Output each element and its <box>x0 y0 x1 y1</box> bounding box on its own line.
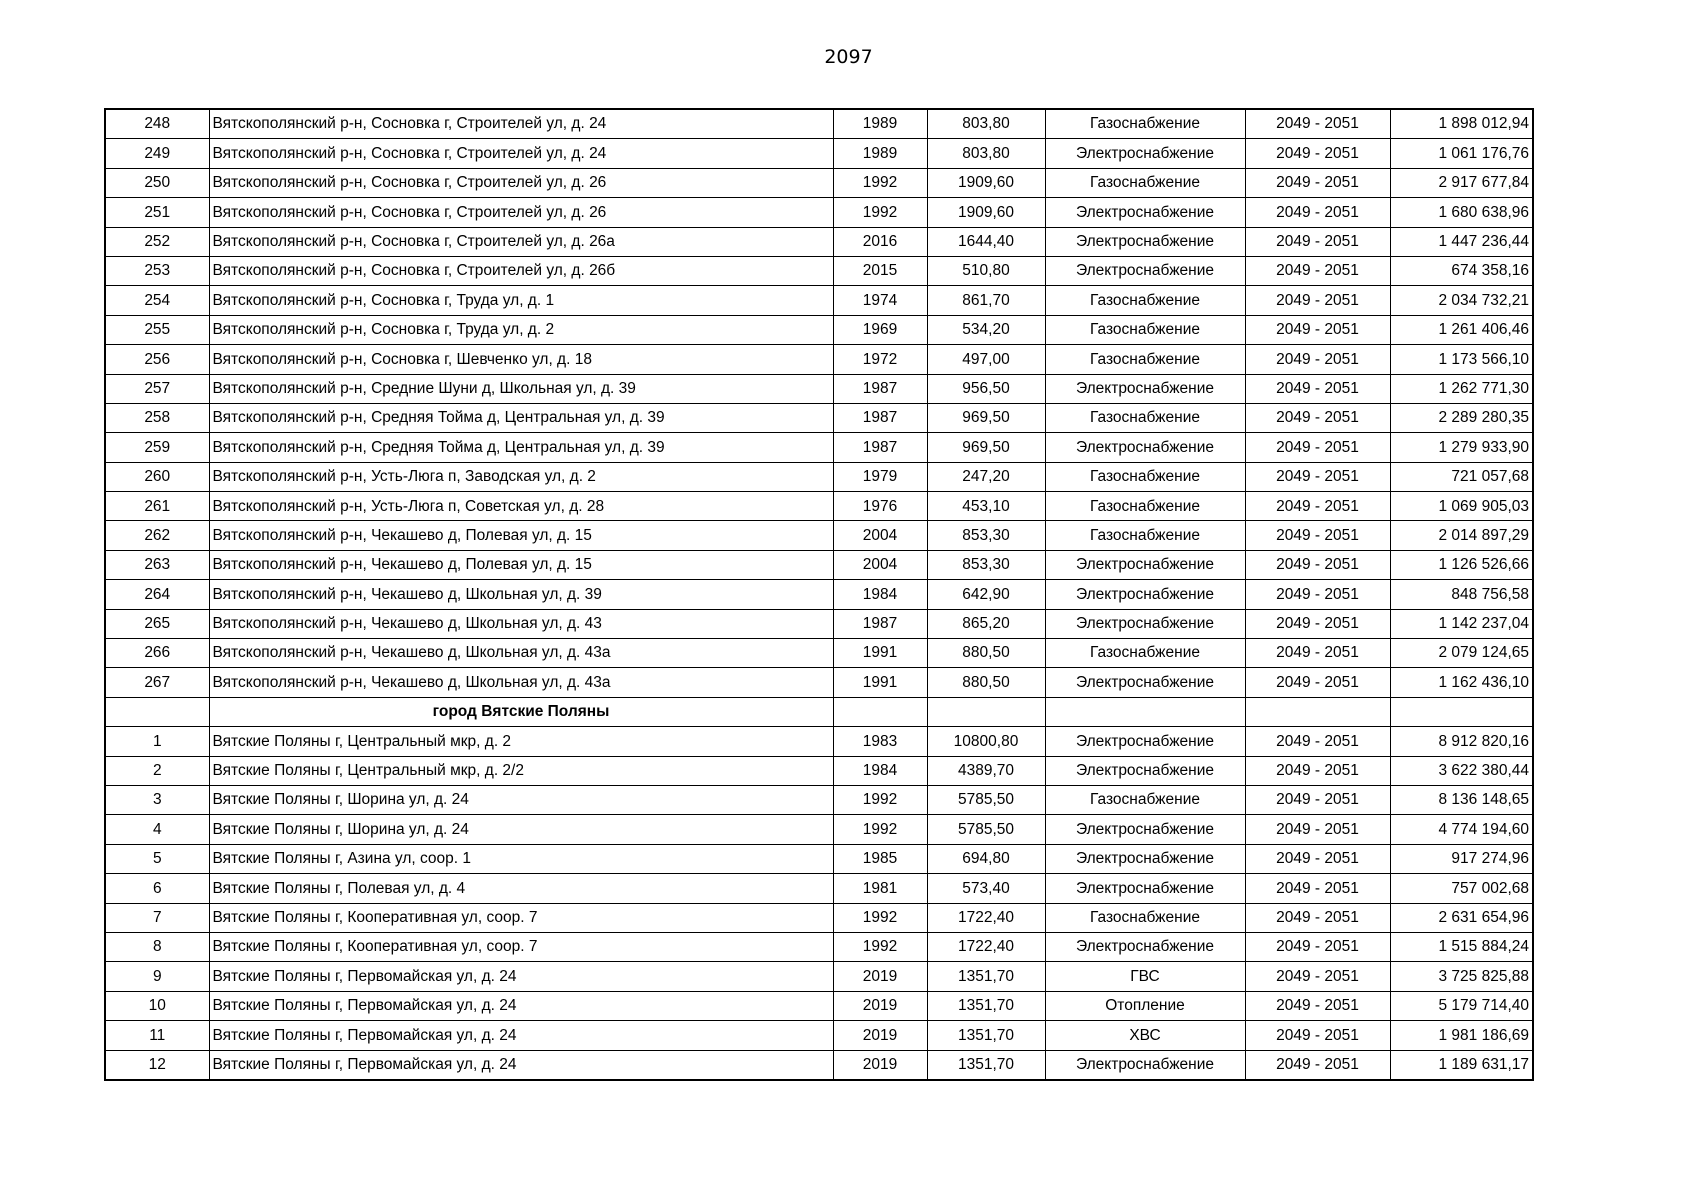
cost-cell: 1 061 176,76 <box>1390 139 1533 168</box>
year-cell: 1969 <box>833 315 927 344</box>
cost-cell: 674 358,16 <box>1390 256 1533 285</box>
row-number-cell: 12 <box>105 1050 209 1080</box>
table-row <box>105 550 1533 579</box>
service-type-cell: Газоснабжение <box>1045 903 1245 932</box>
year-cell: 1991 <box>833 639 927 668</box>
area-cell: 803,80 <box>927 139 1045 168</box>
year-cell: 1984 <box>833 580 927 609</box>
service-type-cell: Электроснабжение <box>1045 609 1245 638</box>
table-row <box>105 756 1533 785</box>
table-row <box>105 815 1533 844</box>
row-number-cell: 8 <box>105 932 209 961</box>
table-row <box>105 785 1533 814</box>
table-row <box>105 109 1533 139</box>
row-number-cell: 267 <box>105 668 209 697</box>
area-cell: 573,40 <box>927 874 1045 903</box>
cost-cell: 1 261 406,46 <box>1390 315 1533 344</box>
year-cell: 1987 <box>833 403 927 432</box>
row-number-cell: 6 <box>105 874 209 903</box>
service-type-cell: Электроснабжение <box>1045 756 1245 785</box>
area-cell: 803,80 <box>927 109 1045 139</box>
area-cell: 861,70 <box>927 286 1045 315</box>
row-number-cell: 248 <box>105 109 209 139</box>
address-cell: Вятские Поляны г, Шорина ул, д. 24 <box>209 815 833 844</box>
service-type-cell: Газоснабжение <box>1045 345 1245 374</box>
cost-cell: 721 057,68 <box>1390 462 1533 491</box>
cost-cell: 848 756,58 <box>1390 580 1533 609</box>
cost-cell: 1 142 237,04 <box>1390 609 1533 638</box>
period-cell: 2049 - 2051 <box>1245 962 1390 991</box>
table-row <box>105 139 1533 168</box>
table-row <box>105 286 1533 315</box>
row-number-cell: 1 <box>105 727 209 756</box>
period-cell: 2049 - 2051 <box>1245 345 1390 374</box>
row-number-cell: 251 <box>105 198 209 227</box>
area-cell: 969,50 <box>927 433 1045 462</box>
table-row <box>105 1021 1533 1050</box>
service-type-cell: Электроснабжение <box>1045 932 1245 961</box>
area-cell: 247,20 <box>927 462 1045 491</box>
service-type-cell: Газоснабжение <box>1045 109 1245 139</box>
cost-cell: 1 189 631,17 <box>1390 1050 1533 1080</box>
service-type-cell: Электроснабжение <box>1045 727 1245 756</box>
service-type-cell: Электроснабжение <box>1045 580 1245 609</box>
table-row <box>105 639 1533 668</box>
service-type-cell: Электроснабжение <box>1045 374 1245 403</box>
period-cell: 2049 - 2051 <box>1245 1050 1390 1080</box>
period-cell: 2049 - 2051 <box>1245 874 1390 903</box>
area-cell: 880,50 <box>927 639 1045 668</box>
period-cell: 2049 - 2051 <box>1245 521 1390 550</box>
section-header-row <box>105 697 1533 726</box>
area-cell: 694,80 <box>927 844 1045 873</box>
address-cell: Вятскополянский р-н, Сосновка г, Труда ул, д. 2 <box>209 315 833 344</box>
row-number-cell: 11 <box>105 1021 209 1050</box>
period-cell: 2049 - 2051 <box>1245 227 1390 256</box>
address-cell: Вятскополянский р-н, Сосновка г, Труда ул, д. 1 <box>209 286 833 315</box>
table-row <box>105 521 1533 550</box>
service-type-cell: Отопление <box>1045 991 1245 1020</box>
address-cell: Вятскополянский р-н, Средние Шуни д, Школьная ул, д. 39 <box>209 374 833 403</box>
address-cell: Вятскополянский р-н, Чекашево д, Школьная ул, д. 43а <box>209 668 833 697</box>
area-cell: 1644,40 <box>927 227 1045 256</box>
address-cell: Вятскополянский р-н, Сосновка г, Строителей ул, д. 26 <box>209 168 833 197</box>
table-row <box>105 403 1533 432</box>
cost-cell: 1 069 905,03 <box>1390 492 1533 521</box>
row-number-cell: 261 <box>105 492 209 521</box>
address-cell: Вятские Поляны г, Кооперативная ул, соор. 7 <box>209 903 833 932</box>
row-number-cell: 5 <box>105 844 209 873</box>
period-cell: 2049 - 2051 <box>1245 168 1390 197</box>
table-row <box>105 168 1533 197</box>
service-type-cell: Газоснабжение <box>1045 315 1245 344</box>
address-cell: Вятские Поляны г, Полевая ул, д. 4 <box>209 874 833 903</box>
year-cell: 1983 <box>833 727 927 756</box>
year-cell: 1987 <box>833 609 927 638</box>
period-cell: 2049 - 2051 <box>1245 256 1390 285</box>
address-cell: Вятскополянский р-н, Сосновка г, Строителей ул, д. 24 <box>209 139 833 168</box>
year-cell: 1987 <box>833 374 927 403</box>
service-type-cell: Электроснабжение <box>1045 198 1245 227</box>
year-cell: 1981 <box>833 874 927 903</box>
table-row <box>105 374 1533 403</box>
row-number-cell: 7 <box>105 903 209 932</box>
period-cell: 2049 - 2051 <box>1245 668 1390 697</box>
period-cell: 2049 - 2051 <box>1245 844 1390 873</box>
cost-cell: 1 279 933,90 <box>1390 433 1533 462</box>
table-row <box>105 962 1533 991</box>
service-type-cell: Газоснабжение <box>1045 785 1245 814</box>
service-type-cell: Электроснабжение <box>1045 874 1245 903</box>
cost-cell: 3 725 825,88 <box>1390 962 1533 991</box>
period-cell: 2049 - 2051 <box>1245 1021 1390 1050</box>
period-cell: 2049 - 2051 <box>1245 903 1390 932</box>
row-number-cell: 262 <box>105 521 209 550</box>
row-number-cell <box>105 697 209 726</box>
address-cell: Вятские Поляны г, Центральный мкр, д. 2 <box>209 727 833 756</box>
period-cell: 2049 - 2051 <box>1245 756 1390 785</box>
row-number-cell: 259 <box>105 433 209 462</box>
area-cell: 1909,60 <box>927 168 1045 197</box>
period-cell: 2049 - 2051 <box>1245 109 1390 139</box>
area-cell: 1351,70 <box>927 1050 1045 1080</box>
period-cell: 2049 - 2051 <box>1245 785 1390 814</box>
period-cell: 2049 - 2051 <box>1245 932 1390 961</box>
row-number-cell: 249 <box>105 139 209 168</box>
address-cell: Вятскополянский р-н, Чекашево д, Школьная ул, д. 43 <box>209 609 833 638</box>
row-number-cell: 4 <box>105 815 209 844</box>
cost-cell <box>1390 697 1533 726</box>
area-cell: 5785,50 <box>927 785 1045 814</box>
service-type-cell: ГВС <box>1045 962 1245 991</box>
cost-cell: 917 274,96 <box>1390 844 1533 873</box>
year-cell: 1984 <box>833 756 927 785</box>
area-cell: 10800,80 <box>927 727 1045 756</box>
area-cell: 4389,70 <box>927 756 1045 785</box>
row-number-cell: 254 <box>105 286 209 315</box>
address-cell: Вятскополянский р-н, Сосновка г, Шевченко ул, д. 18 <box>209 345 833 374</box>
year-cell: 1979 <box>833 462 927 491</box>
row-number-cell: 256 <box>105 345 209 374</box>
year-cell: 2016 <box>833 227 927 256</box>
cost-cell: 1 680 638,96 <box>1390 198 1533 227</box>
table-row <box>105 844 1533 873</box>
cost-cell: 4 774 194,60 <box>1390 815 1533 844</box>
row-number-cell: 266 <box>105 639 209 668</box>
table-row <box>105 227 1533 256</box>
cost-cell: 2 079 124,65 <box>1390 639 1533 668</box>
address-cell: Вятские Поляны г, Первомайская ул, д. 24 <box>209 1050 833 1080</box>
year-cell: 1987 <box>833 433 927 462</box>
table-row <box>105 345 1533 374</box>
service-type-cell: Электроснабжение <box>1045 256 1245 285</box>
row-number-cell: 2 <box>105 756 209 785</box>
year-cell: 1992 <box>833 815 927 844</box>
row-number-cell: 3 <box>105 785 209 814</box>
area-cell: 1722,40 <box>927 903 1045 932</box>
cost-cell: 1 981 186,69 <box>1390 1021 1533 1050</box>
cost-cell: 2 289 280,35 <box>1390 403 1533 432</box>
row-number-cell: 10 <box>105 991 209 1020</box>
address-cell: Вятскополянский р-н, Сосновка г, Строителей ул, д. 26 <box>209 198 833 227</box>
period-cell: 2049 - 2051 <box>1245 492 1390 521</box>
row-number-cell: 264 <box>105 580 209 609</box>
address-cell: Вятские Поляны г, Шорина ул, д. 24 <box>209 785 833 814</box>
year-cell: 2019 <box>833 991 927 1020</box>
row-number-cell: 258 <box>105 403 209 432</box>
period-cell <box>1245 697 1390 726</box>
period-cell: 2049 - 2051 <box>1245 727 1390 756</box>
year-cell: 1972 <box>833 345 927 374</box>
address-cell: Вятские Поляны г, Первомайская ул, д. 24 <box>209 962 833 991</box>
year-cell: 1976 <box>833 492 927 521</box>
table-row <box>105 991 1533 1020</box>
service-type-cell: Электроснабжение <box>1045 433 1245 462</box>
period-cell: 2049 - 2051 <box>1245 991 1390 1020</box>
row-number-cell: 250 <box>105 168 209 197</box>
table-row <box>105 256 1533 285</box>
section-title: город Вятские Поляны <box>209 697 833 726</box>
cost-cell: 2 917 677,84 <box>1390 168 1533 197</box>
year-cell: 1992 <box>833 785 927 814</box>
address-cell: Вятские Поляны г, Центральный мкр, д. 2/2 <box>209 756 833 785</box>
cost-cell: 2 034 732,21 <box>1390 286 1533 315</box>
service-type-cell: Электроснабжение <box>1045 227 1245 256</box>
cost-cell: 2 014 897,29 <box>1390 521 1533 550</box>
year-cell: 1992 <box>833 198 927 227</box>
cost-cell: 1 262 771,30 <box>1390 374 1533 403</box>
service-type-cell: Газоснабжение <box>1045 492 1245 521</box>
year-cell: 2015 <box>833 256 927 285</box>
address-cell: Вятскополянский р-н, Усть-Люга п, Советская ул, д. 28 <box>209 492 833 521</box>
year-cell: 1989 <box>833 139 927 168</box>
table-row <box>105 315 1533 344</box>
row-number-cell: 260 <box>105 462 209 491</box>
cost-cell: 1 162 436,10 <box>1390 668 1533 697</box>
area-cell: 1351,70 <box>927 1021 1045 1050</box>
year-cell: 1991 <box>833 668 927 697</box>
area-cell: 853,30 <box>927 550 1045 579</box>
table-row <box>105 668 1533 697</box>
address-cell: Вятскополянский р-н, Чекашево д, Школьная ул, д. 43а <box>209 639 833 668</box>
table-row <box>105 580 1533 609</box>
cost-cell: 1 447 236,44 <box>1390 227 1533 256</box>
area-cell: 1722,40 <box>927 932 1045 961</box>
period-cell: 2049 - 2051 <box>1245 639 1390 668</box>
address-cell: Вятскополянский р-н, Усть-Люга п, Заводская ул, д. 2 <box>209 462 833 491</box>
table-row <box>105 727 1533 756</box>
area-cell: 1909,60 <box>927 198 1045 227</box>
period-cell: 2049 - 2051 <box>1245 286 1390 315</box>
table-row <box>105 903 1533 932</box>
table-row <box>105 462 1533 491</box>
area-cell: 956,50 <box>927 374 1045 403</box>
table-row <box>105 932 1533 961</box>
cost-cell: 1 515 884,24 <box>1390 932 1533 961</box>
year-cell: 2004 <box>833 521 927 550</box>
service-type-cell: Газоснабжение <box>1045 286 1245 315</box>
period-cell: 2049 - 2051 <box>1245 403 1390 432</box>
year-cell: 1992 <box>833 168 927 197</box>
row-number-cell: 265 <box>105 609 209 638</box>
year-cell: 1974 <box>833 286 927 315</box>
year-cell: 2019 <box>833 962 927 991</box>
table-row <box>105 433 1533 462</box>
table-row <box>105 492 1533 521</box>
cost-cell: 3 622 380,44 <box>1390 756 1533 785</box>
table-row <box>105 874 1533 903</box>
address-cell: Вятскополянский р-н, Средняя Тойма д, Центральная ул, д. 39 <box>209 403 833 432</box>
period-cell: 2049 - 2051 <box>1245 315 1390 344</box>
repair-schedule-table <box>104 108 1534 1081</box>
year-cell: 1992 <box>833 903 927 932</box>
service-type-cell: Электроснабжение <box>1045 1050 1245 1080</box>
period-cell: 2049 - 2051 <box>1245 580 1390 609</box>
year-cell: 1992 <box>833 932 927 961</box>
period-cell: 2049 - 2051 <box>1245 139 1390 168</box>
table-row <box>105 198 1533 227</box>
table-row <box>105 609 1533 638</box>
row-number-cell: 253 <box>105 256 209 285</box>
address-cell: Вятскополянский р-н, Чекашево д, Полевая ул, д. 15 <box>209 550 833 579</box>
page-number: 2097 <box>824 46 873 68</box>
area-cell: 865,20 <box>927 609 1045 638</box>
address-cell: Вятскополянский р-н, Чекашево д, Школьная ул, д. 39 <box>209 580 833 609</box>
cost-cell: 757 002,68 <box>1390 874 1533 903</box>
row-number-cell: 255 <box>105 315 209 344</box>
period-cell: 2049 - 2051 <box>1245 198 1390 227</box>
service-type-cell: Газоснабжение <box>1045 168 1245 197</box>
cost-cell: 1 898 012,94 <box>1390 109 1533 139</box>
service-type-cell: ХВС <box>1045 1021 1245 1050</box>
year-cell: 1989 <box>833 109 927 139</box>
year-cell <box>833 697 927 726</box>
cost-cell: 5 179 714,40 <box>1390 991 1533 1020</box>
period-cell: 2049 - 2051 <box>1245 433 1390 462</box>
service-type-cell: Газоснабжение <box>1045 403 1245 432</box>
service-type-cell: Электроснабжение <box>1045 844 1245 873</box>
row-number-cell: 257 <box>105 374 209 403</box>
area-cell <box>927 697 1045 726</box>
period-cell: 2049 - 2051 <box>1245 609 1390 638</box>
service-type-cell: Электроснабжение <box>1045 550 1245 579</box>
cost-cell: 2 631 654,96 <box>1390 903 1533 932</box>
address-cell: Вятскополянский р-н, Сосновка г, Строителей ул, д. 26а <box>209 227 833 256</box>
service-type-cell: Электроснабжение <box>1045 139 1245 168</box>
period-cell: 2049 - 2051 <box>1245 550 1390 579</box>
area-cell: 534,20 <box>927 315 1045 344</box>
service-type-cell: Газоснабжение <box>1045 639 1245 668</box>
address-cell: Вятские Поляны г, Азина ул, соор. 1 <box>209 844 833 873</box>
period-cell: 2049 - 2051 <box>1245 374 1390 403</box>
area-cell: 453,10 <box>927 492 1045 521</box>
cost-cell: 1 126 526,66 <box>1390 550 1533 579</box>
year-cell: 2004 <box>833 550 927 579</box>
service-type-cell: Электроснабжение <box>1045 668 1245 697</box>
address-cell: Вятские Поляны г, Первомайская ул, д. 24 <box>209 991 833 1020</box>
row-number-cell: 252 <box>105 227 209 256</box>
area-cell: 1351,70 <box>927 962 1045 991</box>
cost-cell: 8 136 148,65 <box>1390 785 1533 814</box>
address-cell: Вятскополянский р-н, Средняя Тойма д, Центральная ул, д. 39 <box>209 433 833 462</box>
address-cell: Вятскополянский р-н, Сосновка г, Строителей ул, д. 26б <box>209 256 833 285</box>
service-type-cell: Газоснабжение <box>1045 462 1245 491</box>
period-cell: 2049 - 2051 <box>1245 462 1390 491</box>
area-cell: 497,00 <box>927 345 1045 374</box>
table-row <box>105 1050 1533 1080</box>
service-type-cell <box>1045 697 1245 726</box>
year-cell: 2019 <box>833 1021 927 1050</box>
table-body <box>105 109 1533 1080</box>
address-cell: Вятские Поляны г, Первомайская ул, д. 24 <box>209 1021 833 1050</box>
area-cell: 5785,50 <box>927 815 1045 844</box>
area-cell: 510,80 <box>927 256 1045 285</box>
service-type-cell: Газоснабжение <box>1045 521 1245 550</box>
cost-cell: 8 912 820,16 <box>1390 727 1533 756</box>
area-cell: 1351,70 <box>927 991 1045 1020</box>
address-cell: Вятскополянский р-н, Сосновка г, Строителей ул, д. 24 <box>209 109 833 139</box>
period-cell: 2049 - 2051 <box>1245 815 1390 844</box>
row-number-cell: 9 <box>105 962 209 991</box>
area-cell: 880,50 <box>927 668 1045 697</box>
year-cell: 1985 <box>833 844 927 873</box>
address-cell: Вятские Поляны г, Кооперативная ул, соор. 7 <box>209 932 833 961</box>
year-cell: 2019 <box>833 1050 927 1080</box>
cost-cell: 1 173 566,10 <box>1390 345 1533 374</box>
service-type-cell: Электроснабжение <box>1045 815 1245 844</box>
area-cell: 853,30 <box>927 521 1045 550</box>
row-number-cell: 263 <box>105 550 209 579</box>
area-cell: 969,50 <box>927 403 1045 432</box>
area-cell: 642,90 <box>927 580 1045 609</box>
address-cell: Вятскополянский р-н, Чекашево д, Полевая ул, д. 15 <box>209 521 833 550</box>
